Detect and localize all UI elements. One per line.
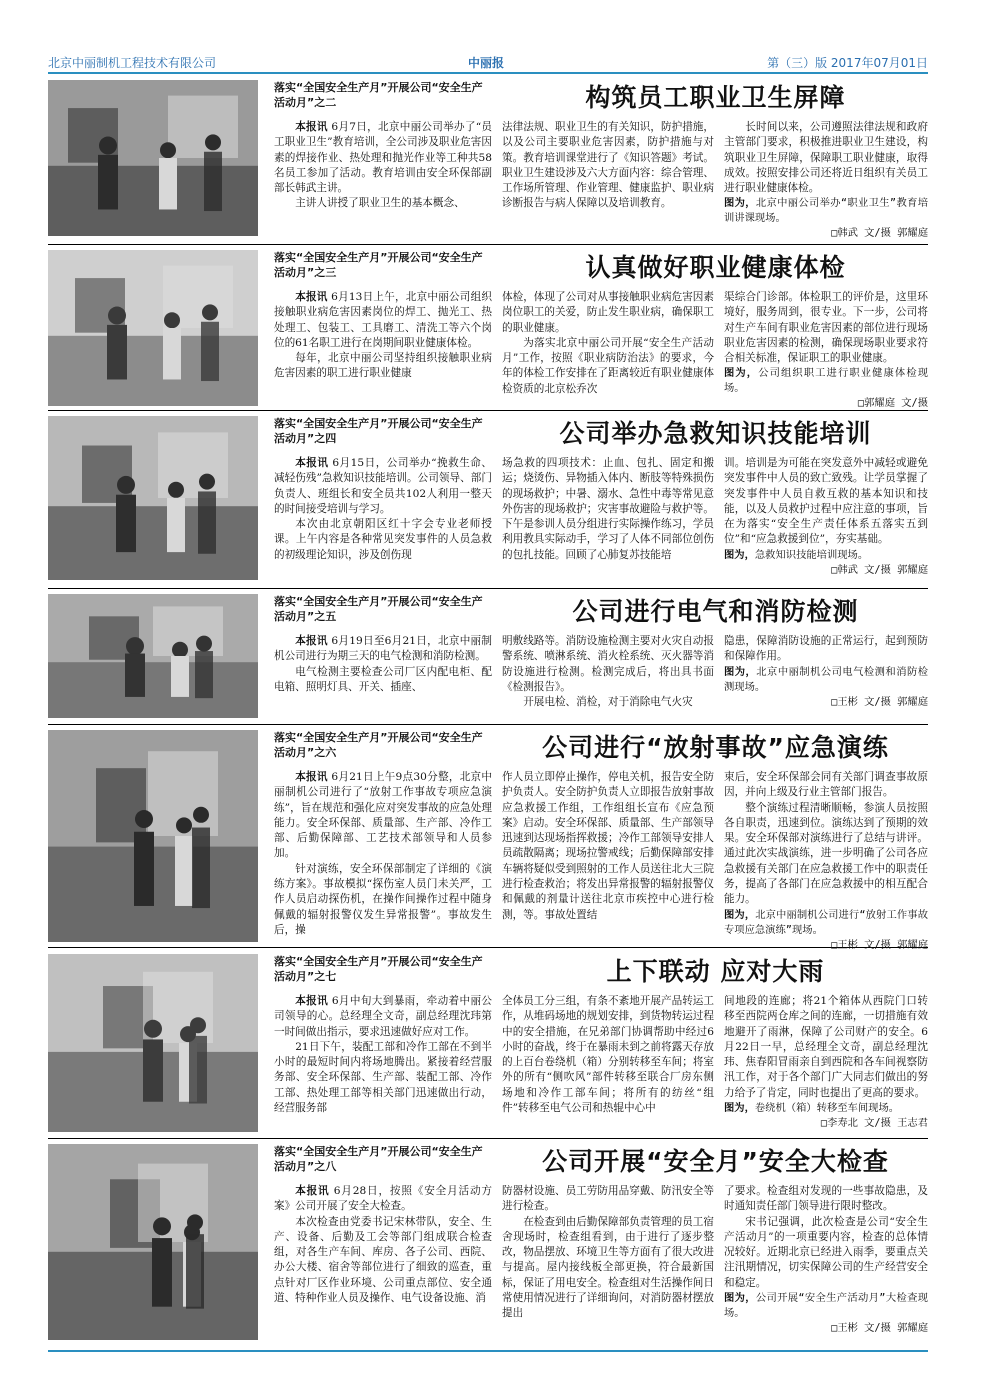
article-kicker: 落实“全国安全生产月”开展公司“安全生产活动月”之四 [274, 417, 483, 445]
article-column-2 [502, 290, 714, 404]
article-column-2 [502, 120, 714, 234]
article-headline: 公司开展“安全月”安全大检查 [542, 1147, 889, 1176]
article-headline: 认真做好职业健康体检 [585, 253, 846, 282]
paragraph: 每年，北京中丽公司坚持组织接触职业病危害因素的职工进行职业健康 [274, 352, 492, 380]
paragraph: 整个演练过程清晰顺畅，参演人员按照各自职责，迅速到位。演练达到了预期的效果。安全环保部对演练进行了总结与讲评。通过此次实战演练，进一步明确了公司各应急救援有关部门在应急救援工作中的职责任务，提高了各部门在应急救援中的相互配合能力。 [724, 801, 928, 906]
article-photo [48, 954, 258, 1132]
article-column-1 [274, 770, 492, 940]
photo-caption: 图为，急救知识技能培训现场。 [724, 548, 869, 561]
paragraph: 体检，体现了公司对从事接触职业病危害因素岗位职工的关爱，防止发生职业病，确保职工的职业健康。 [502, 291, 714, 334]
article-column-1 [274, 634, 492, 716]
paragraph: 渠综合门诊部。体检职工的评价是，这里环境好，服务周到，很专业。下一步，公司将对生产车间有职业危害因素的部位进行现场职业危害因素的检测，确保现场职业要求符合相关标准，保证职工的职业健康。 [724, 291, 928, 365]
article-byline: □王彬 文/摄 郭耀庭 [831, 695, 928, 708]
article-photo [48, 80, 258, 236]
section-divider [48, 588, 928, 589]
article-column-1 [274, 290, 492, 404]
article-column-1 [274, 1184, 492, 1338]
paper-name: 中丽报 [468, 56, 505, 70]
photo-caption: 图为，公司组织职工进行职业健康体检现场。 [724, 367, 929, 395]
paragraph: 主讲人讲授了职业卫生的基本概念、 [295, 197, 465, 210]
paragraph: 场急救的四项技术：止血、包扎、固定和搬运；烧烫伤、异物插入体内、断肢等特殊损伤的现场救护；中暑、溺水、急性中毒等常见意外伤害的现场救护；灾害事故避险与救护等。下午是参训人员分组进行实际操作练习，学员利用教具实际动手，学习了人体不同部位创伤的包扎技能。回顾了心肺复苏技能培 [502, 457, 714, 561]
paragraph: 明敷线路等。消防设施检测主要对火灾自动报警系统、喷淋系统、消火栓系统、灭火器等消防设施进行检测。检测完成后，将出具书面《检测报告》。 [502, 635, 714, 693]
article-column-3 [724, 120, 929, 240]
article-kicker: 落实“全国安全生产月”开展公司“安全生产活动月”之二 [274, 81, 483, 109]
article-kicker: 落实“全国安全生产月”开展公司“安全生产活动月”之六 [274, 731, 483, 759]
photo-caption: 图为，北京中丽制机公司电气检测和消防检测现场。 [724, 665, 929, 693]
article-column-3 [724, 1184, 928, 1338]
article-column-2 [502, 994, 714, 1130]
photo-caption: 图为，北京中丽公司举办“职业卫生”教育培训讲课现场。 [724, 197, 929, 225]
paragraph: 在检查到由后勤保障部负责管理的员工宿舍现场时，检查组看到，由于进行了逐步整改，物品摆放、环境卫生等方面有了很大改进与提高。屋内接线板全部更换，符合最新国标，保证了用电安全。检查组对生活操作间日常使用情况进行了详细询问，对消防器材摆放提出 [502, 1215, 714, 1320]
paragraph: 训。培训是为可能在突发意外中减轻或避免突发事件中人员的致亡致残。让学员掌握了突发事件中人员自救互救的基本知识和技能，以及人员救护过程中应注意的事项，旨在为落实“安全生产责任体系五落实五到位”和“应急救援到位”，夯实基础。 [724, 457, 928, 546]
paragraph: 电气检测主要检查公司厂区内配电柜、配电箱、照明灯具、开关、插座、 [274, 665, 492, 693]
article-column-1 [274, 120, 492, 234]
paragraph: 本报讯 6月15日，公司举办“挽救生命、减轻伤残”急救知识技能培训。公司领导、部门负责人、班组长和安全员共102人利用一整天的时间接受培训与学习。 [274, 457, 492, 515]
article-photo [48, 250, 258, 406]
paragraph: 法律法规、职业卫生的有关知识，防护措施，以及公司主要职业危害因素，防护措施与对策。教育培训课堂进行了《知识答题》考试。职业卫生建设涉及六大方面内容：综合管理、工作场所管理、作业管理、健康监护、职业病诊断报告与病人保障以及培训教育。 [502, 121, 714, 210]
paragraph: 隐患，保障消防设施的正常运行，起到预防和保障作用。 [724, 635, 928, 663]
article-kicker: 落实“全国安全生产月”开展公司“安全生产活动月”之三 [274, 251, 483, 279]
photo-caption: 图为，北京中丽制机公司进行“放射工作事故专项应急演练”现场。 [724, 908, 928, 936]
paragraph: 本报讯 6月13日上午，北京中丽公司组织接触职业病危害因素岗位的焊工、抛光工、热处理工、包装工、工具磨工、清洗工等六个岗位的61名职工进行在岗期间职业健康体检。 [274, 291, 492, 349]
edition-date: 第（三）版 2017年07月01日 [767, 56, 928, 70]
paragraph: 全体员工分三组，有条不紊地开展产品转运工作，从堆码场地的规划安排，到货物转运过程中的安全措施，在兄弟部门协调帮助中经过6小时的奋战，终于在暴雨未到之前将露天存放的上百台卷绕机（箱）分别转移至车间；将室外的所有“侧吹风”部件转移至联合厂房东侧场地和冷作工部车间；将所有的纺丝“组件”转移至电气公司和热辊中心中 [502, 995, 714, 1115]
article-column-2 [502, 634, 714, 716]
section-divider [48, 244, 928, 245]
article-column-3 [724, 770, 928, 951]
article-4 [48, 592, 928, 720]
photo-caption: 图为，卷绕机（箱）转移至车间现场。 [724, 1102, 900, 1115]
article-byline: □韩武 文/摄 郭耀庭 [831, 563, 928, 576]
article-3 [48, 414, 928, 582]
article-headline: 上下联动 应对大雨 [606, 957, 825, 986]
article-column-1 [274, 456, 492, 578]
paragraph: 作人员立即停止操作，停电关机，报告安全防护负责人。安全防护负责人立即报告放射事故应急救援工作组，工作组组长宣布《应急预案》启动。安全环保部、质量部、生产部领导迅速到达现场指挥救援；冷作工部领导安排人员疏散隔离；现场拉警戒线；后勤保障部安排车辆将疑似受到照射的工作人员送往北大三院进行检查救治；将发出异常报警的辐射报警仪和佩戴的剂量计送往北京市疾控中心进行检测，等。事故处置结 [502, 771, 714, 921]
article-photo [48, 1144, 258, 1340]
company-name: 北京中丽制机工程技术有限公司 [48, 56, 217, 70]
article-byline: □韩武 文/摄 郭耀庭 [831, 227, 928, 240]
article-byline: □李寿北 文/摄 王志君 [820, 1117, 928, 1130]
article-kicker: 落实“全国安全生产月”开展公司“安全生产活动月”之五 [274, 595, 483, 623]
section-divider [48, 1138, 928, 1139]
article-kicker: 落实“全国安全生产月”开展公司“安全生产活动月”之七 [274, 955, 483, 983]
article-column-3 [724, 290, 929, 410]
paragraph: 为落实北京中丽公司开展“安全生产活动月”工作，按照《职业病防治法》的要求，今年的体检工作安排在了距离较近有职业健康体检资质的北京松乔次 [502, 336, 714, 395]
article-headline: 构筑员工职业卫生屏障 [585, 83, 846, 112]
article-column-3 [724, 634, 928, 716]
paragraph: 本次由北京朝阳区红十字会专业老师授课。上午内容是各种常见突发事件的人员急救的初级理论知识，涉及创伤现 [274, 518, 492, 561]
page-header [48, 50, 928, 72]
photo-caption: 图为，公司开展“安全生产活动月”大检查现场。 [724, 1292, 929, 1320]
article-column-1 [274, 994, 492, 1130]
paragraph: 本报讯 6月中旬大到暴雨，牵动着中丽公司领导的心。总经理全文奇，副总经理沈玮第一时间做出指示，要求迅速做好应对工作。 [274, 995, 493, 1038]
paragraph: 本报讯 6月19日至6月21日，北京中丽制机公司进行为期三天的电气检测和消防检测。 [274, 635, 492, 663]
footer-rule [48, 1350, 928, 1352]
paragraph: 了要求。检查组对发现的一些事故隐患，及时通知责任部门领导进行限时整改。 [724, 1185, 928, 1213]
article-headline: 公司进行“放射事故”应急演练 [542, 733, 889, 762]
article-5 [48, 728, 928, 951]
paragraph: 本报讯 6月21日上午9点30分整，北京中丽制机公司进行了“放射工作事故专项应急演练”，旨在规范和强化应对突发事故的应急处理能力。安全环保部、质量部、生产部、冷作工部、后勤保障部、工艺技术部领导和人员参加。 [274, 771, 492, 860]
article-byline: □郭耀庭 文/摄 [857, 397, 928, 410]
article-column-3 [724, 456, 928, 578]
article-photo [48, 594, 258, 718]
article-column-3 [724, 994, 928, 1130]
paragraph: 长时间以来，公司遵照法律法规和政府主管部门要求，积极推进职业卫生建设，构筑职业卫生屏障，保障职工职业健康，取得成效。按照安排公司还将近日组织有关员工进行职业健康体检。 [724, 121, 928, 195]
paragraph: 宋书记强调，此次检查是公司“安全生产活动月”的一项重要内容，检查的总体情况较好。近期北京已经进入雨季，要重点关注汛期情况，切实保障公司的生产经营安全和稳定。 [724, 1215, 928, 1289]
section-divider [48, 724, 928, 725]
article-column-2 [502, 770, 714, 940]
paragraph: 本次检查由党委书记宋林带队，安全、生产、设备、后勤及工会等部门组成联合检查组，对各生产车间、库房、各子公司、西院、办公大楼、宿舍等部位进行了细致的巡查，重点针对厂区作业环境、公司重点部位、安全通道、特种作业人员及操作、电气设备设施、消 [274, 1215, 492, 1305]
article-photo [48, 416, 258, 580]
paragraph: 防器材设施、员工劳防用品穿戴、防汛安全等进行检查。 [502, 1185, 714, 1213]
article-photo [48, 730, 258, 942]
article-kicker: 落实“全国安全生产月”开展公司“安全生产活动月”之八 [274, 1145, 483, 1173]
paragraph: 本报讯 6月7日，北京中丽公司举办了“员工职业卫生”教育培训，全公司涉及职业危害因素的焊接作业、热处理和抛光作业等工种共58名员工参加了活动。教育培训由安全环保部副部长韩武主讲。 [274, 121, 492, 195]
article-byline: □王彬 文/摄 郭耀庭 [831, 1322, 928, 1335]
article-headline: 公司进行电气和消防检测 [572, 597, 859, 626]
paragraph: 针对演练，安全环保部制定了详细的《演练方案》。事故模拟“探伤室人员门未关严，工作人员启动探伤机，在操作间操作过程中随身佩戴的辐射报警仪发生异常报警”。事故发生后，操 [274, 862, 492, 936]
paragraph: 21日下午，装配工部和冷作工部在不到半小时的最短时间内将场地腾出。紧接着经营服务部、安全环保部、生产部、装配工部、冷作工部、热处理工部等相关部门迅速做出行动，经营服务部 [274, 1040, 492, 1115]
paragraph: 本报讯 6月28日，按照《安全月活动方案》公司开展了安全大检查。 [274, 1185, 492, 1213]
paragraph: 间地段的连廊；将21个箱体从西院门口转移至西院两仓库之间的连廊，一切措施有效地避开了雨淋，保障了公司财产的安全。6月22日一早，总经理全文奇，副总经理沈玮、焦春阳冒雨亲自到西院和各车间视察防汛工作，对于各个部门广大同志们做出的努力给予了肯定，同时也提出了更高的要求。 [724, 995, 928, 1099]
article-column-2 [502, 456, 714, 578]
article-byline: □王彬 文/摄 郭耀庭 [831, 938, 928, 951]
paragraph: 束后，安全环保部会同有关部门调查事故原因，并向上级及行业主管部门报告。 [724, 771, 928, 799]
article-7 [48, 1142, 928, 1342]
article-2 [48, 248, 928, 408]
article-6 [48, 952, 928, 1134]
header-rule [48, 72, 928, 74]
article-column-2 [502, 1184, 714, 1338]
paragraph: 开展电检、消检，对于消除电气火灾 [523, 696, 693, 709]
article-headline: 公司举办急救知识技能培训 [559, 419, 872, 448]
article-1 [48, 78, 928, 238]
